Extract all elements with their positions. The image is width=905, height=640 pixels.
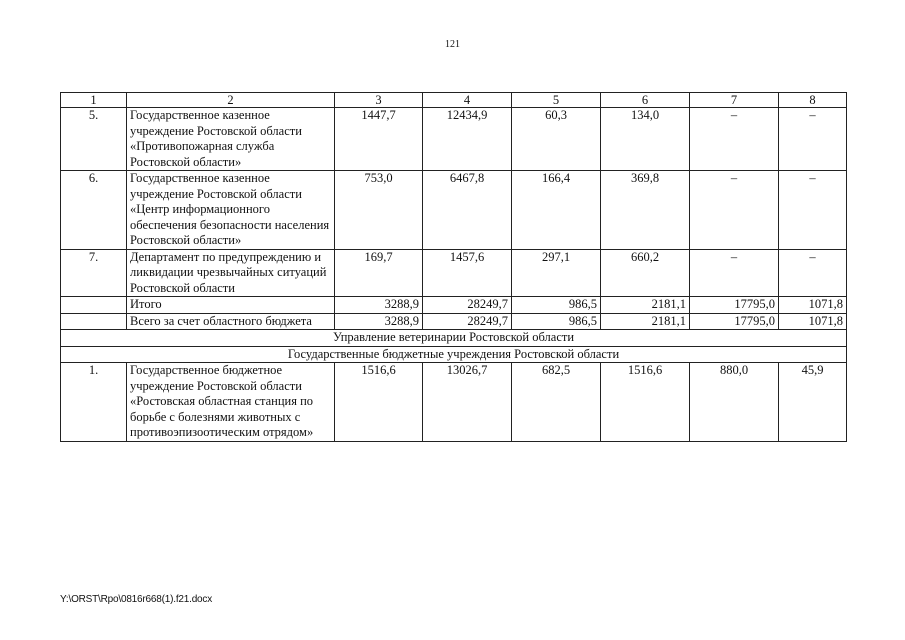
table-row: [61, 363, 847, 442]
cell-col6: 134,0: [601, 108, 690, 171]
total-budget-row: [61, 313, 847, 330]
cell-col3: 1516,6: [335, 363, 423, 442]
cell-col5: 682,5: [512, 363, 601, 442]
table-row: [61, 249, 847, 297]
row-name: Государственное казенное учреждение Ростовской области «Противопожарная служба Ростовской области»: [127, 108, 335, 171]
cell-col5: 297,1: [512, 249, 601, 297]
data-table: [60, 92, 847, 442]
subsection-row: [61, 346, 847, 363]
cell-col3: 1447,7: [335, 108, 423, 171]
cell-col6: 660,2: [601, 249, 690, 297]
total-col4: 28249,7: [423, 297, 512, 314]
cell-col4: 6467,8: [423, 171, 512, 250]
cell-col7: –: [690, 171, 779, 250]
header-cell: 1: [61, 93, 127, 108]
cell-col3: 753,0: [335, 171, 423, 250]
row-name: Государственное бюджетное учреждение Ростовской области «Ростовская областная станция по борьбе с болезнями животных с противоэпизоотическим отрядом»: [127, 363, 335, 442]
total-col6: 2181,1: [601, 297, 690, 314]
cell-col5: 166,4: [512, 171, 601, 250]
total-col7: 17795,0: [690, 297, 779, 314]
header-cell: 7: [690, 93, 779, 108]
cell-col8: 45,9: [779, 363, 847, 442]
table-row: [61, 108, 847, 171]
cell-col6: 369,8: [601, 171, 690, 250]
total-budget-label: Всего за счет областного бюджета: [127, 313, 335, 330]
header-cell: 5: [512, 93, 601, 108]
cell-col8: –: [779, 108, 847, 171]
table-row: [61, 171, 847, 250]
header-cell: 8: [779, 93, 847, 108]
cell-col5: 60,3: [512, 108, 601, 171]
total-budget-col7: 17795,0: [690, 313, 779, 330]
total-col8: 1071,8: [779, 297, 847, 314]
total-budget-col6: 2181,1: [601, 313, 690, 330]
cell-col7: –: [690, 249, 779, 297]
header-cell: 4: [423, 93, 512, 108]
file-path-footer: Y:\ORST\Rpo\0816r668(1).f21.docx: [60, 594, 213, 605]
total-budget-col8: 1071,8: [779, 313, 847, 330]
cell-col6: 1516,6: [601, 363, 690, 442]
header-cell: 2: [127, 93, 335, 108]
total-budget-col5: 986,5: [512, 313, 601, 330]
row-name: Государственное казенное учреждение Ростовской области «Центр информационного обеспечения безопасности населения Ростовской области»: [127, 171, 335, 250]
cell-col4: 1457,6: [423, 249, 512, 297]
row-name: Департамент по предупреждению и ликвидации чрезвычайных ситуаций Ростовской области: [127, 249, 335, 297]
empty-cell: [61, 313, 127, 330]
total-label: Итого: [127, 297, 335, 314]
cell-col3: 169,7: [335, 249, 423, 297]
row-number: 5.: [61, 108, 127, 171]
total-col5: 986,5: [512, 297, 601, 314]
cell-col4: 12434,9: [423, 108, 512, 171]
row-number: 1.: [61, 363, 127, 442]
header-cell: 6: [601, 93, 690, 108]
page-number: 121: [445, 39, 460, 50]
header-cell: 3: [335, 93, 423, 108]
total-budget-col4: 28249,7: [423, 313, 512, 330]
section-row: [61, 330, 847, 347]
section-title: Управление ветеринарии Ростовской области: [61, 330, 847, 347]
row-number: 6.: [61, 171, 127, 250]
cell-col7: 880,0: [690, 363, 779, 442]
cell-col4: 13026,7: [423, 363, 512, 442]
cell-col7: –: [690, 108, 779, 171]
empty-cell: [61, 297, 127, 314]
subsection-title: Государственные бюджетные учреждения Ростовской области: [61, 346, 847, 363]
row-number: 7.: [61, 249, 127, 297]
total-col3: 3288,9: [335, 297, 423, 314]
cell-col8: –: [779, 249, 847, 297]
header-row: [61, 93, 847, 108]
cell-col8: –: [779, 171, 847, 250]
total-row: [61, 297, 847, 314]
total-budget-col3: 3288,9: [335, 313, 423, 330]
